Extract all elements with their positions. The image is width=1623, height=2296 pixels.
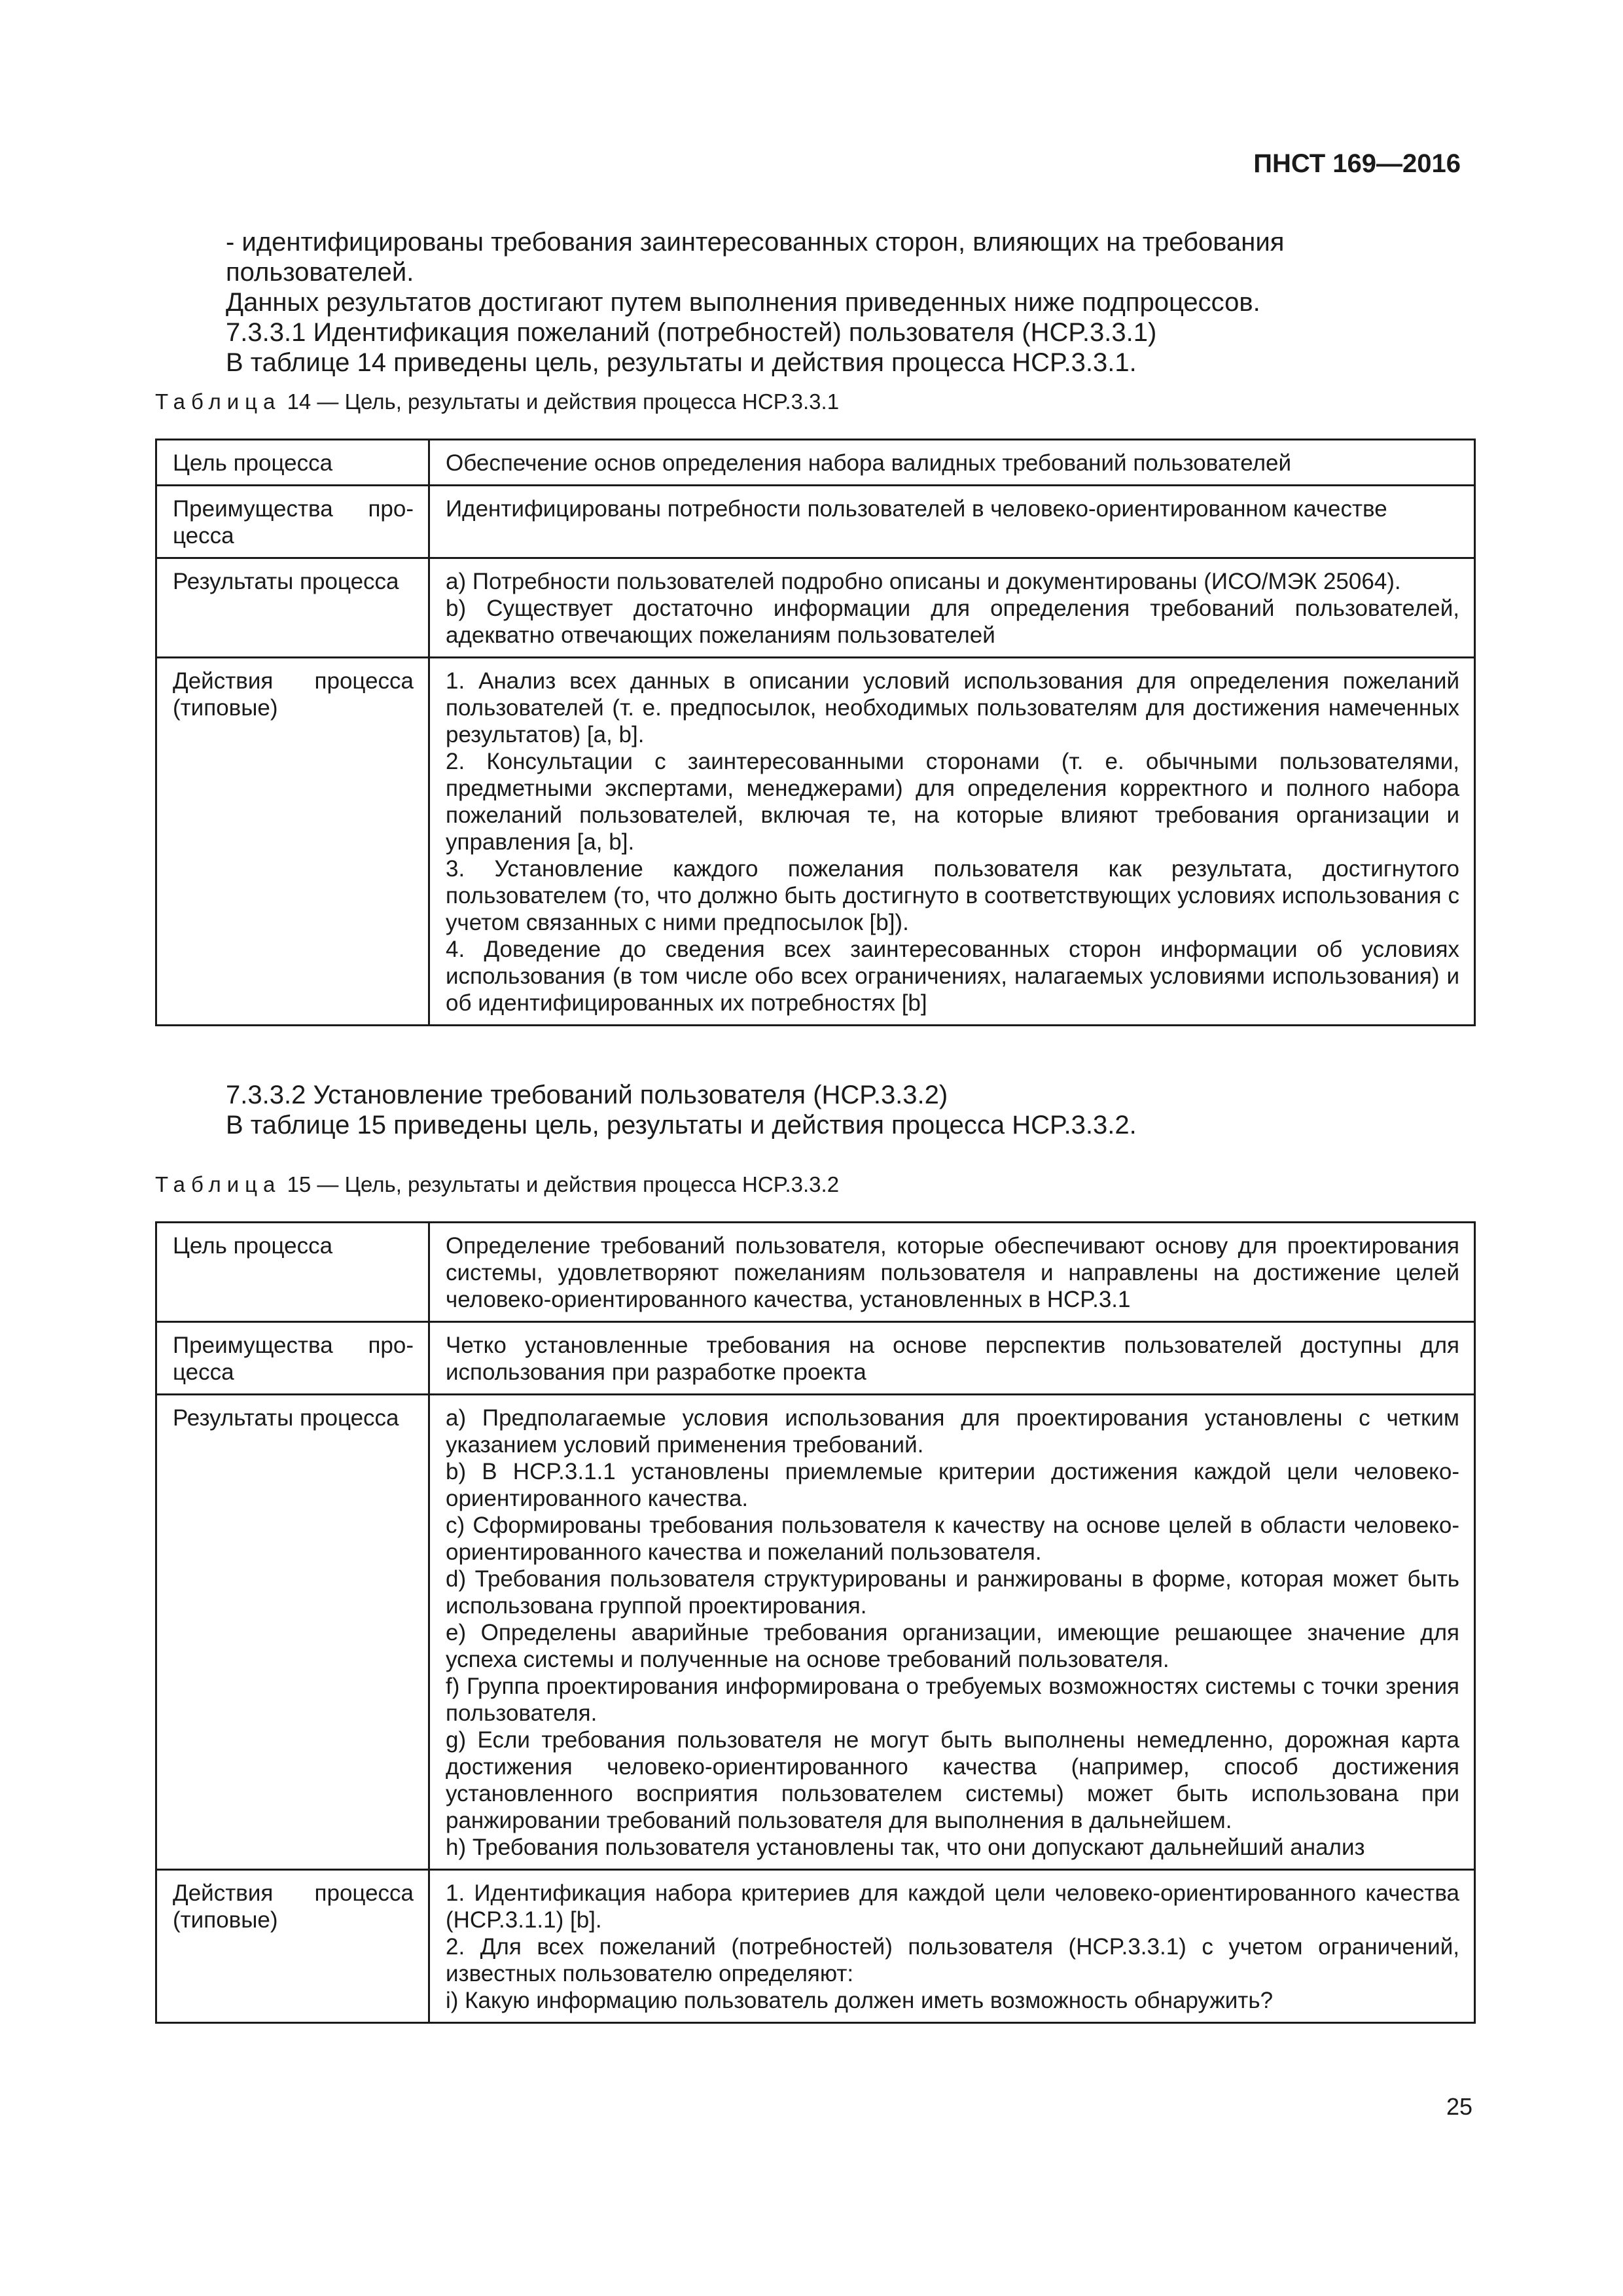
- label-part: (типовые): [173, 1907, 278, 1933]
- cell-line: i) Какую информацию пользователь должен иметь возможность обнаружить?: [446, 1988, 1274, 2013]
- label-part: Преимущества: [173, 496, 333, 522]
- row-label: Результаты процесса: [156, 558, 429, 658]
- intro-line: В таблице 14 приведены цель, результаты и действия процесса HCP.3.3.1.: [226, 348, 1137, 377]
- table-row: [156, 658, 1475, 1026]
- cell-line: c) Сформированы требования пользователя к качеству на основе целей в области человеко-ориентированного качества и пожеланий пользователя.: [446, 1513, 1459, 1565]
- table-row: [156, 440, 1475, 486]
- row-label: Цель процесса: [156, 440, 429, 486]
- label-part: Действия: [173, 668, 274, 694]
- row-label: [156, 658, 429, 1026]
- caption-prefix: Таблица: [155, 1172, 281, 1196]
- row-content: [429, 1870, 1475, 2023]
- cell-line: 1. Анализ всех данных в описании условий использования для определения пожеланий пользователей (т. е. предпосылок, необходимых пользователям для достижения намеченных результатов) [a, b].: [446, 668, 1459, 747]
- cell-line: 3. Установление каждого пожелания пользователя как результата, достигнутого пользователем (то, что должно быть достигнуто в соответствующих условиях использования с учетом связанных с ними предпосылок [b]).: [446, 856, 1459, 935]
- table-row: [156, 1223, 1475, 1322]
- section-heading: 7.3.3.2 Установление требований пользователя (HCP.3.3.2): [226, 1081, 948, 1109]
- row-content: [429, 658, 1475, 1026]
- cell-line: h) Требования пользователя установлены так, что они допускают дальнейший анализ: [446, 1835, 1365, 1860]
- caption-text: 15 — Цель, результаты и действия процесса HCP.3.3.2: [287, 1172, 840, 1196]
- label-part: Действия: [173, 1880, 274, 1906]
- table-row: [156, 1395, 1475, 1870]
- table-row: [156, 486, 1475, 558]
- row-label: [156, 1870, 429, 2023]
- label-part: цесса: [173, 1359, 234, 1385]
- intro-line: В таблице 15 приведены цель, результаты и действия процесса HCP.3.3.2.: [226, 1111, 1137, 1139]
- middle-text: [226, 1080, 1469, 1140]
- cell-line: a) Предполагаемые условия использования для проектирования установлены с четким указанием условий применения требований.: [446, 1405, 1459, 1458]
- intro-text: [226, 227, 1469, 378]
- table-15-caption: [155, 1172, 839, 1197]
- cell-line: b) Существует достаточно информации для определения требований пользователей, адекватно отвечающих пожеланиям пользователей: [446, 596, 1459, 648]
- section-heading: 7.3.3.1 Идентификация пожеланий (потребностей) пользователя (HCP.3.3.1): [226, 318, 1157, 347]
- table-15: [155, 1221, 1476, 2024]
- label-part: про-: [368, 496, 414, 522]
- row-content: [429, 558, 1475, 658]
- cell-line: 1. Идентификация набора критериев для каждой цели человеко-ориентированного качества (HCP.3.1.1) [b].: [446, 1880, 1459, 1933]
- cell-line: Определение требований пользователя, которые обеспечивают основу для проектирования системы, удовлетворяют пожеланиям пользователя и направлены на достижение целей человеко-ориентированного качества, установленных в HCP.3.1: [446, 1233, 1459, 1312]
- cell-line: a) Потребности пользователей подробно описаны и документированы (ИСО/МЭК 25064).: [446, 569, 1401, 594]
- label-part: Преимущества: [173, 1333, 333, 1358]
- cell-line: Четко установленные требования на основе перспектив пользователей доступны для использования при разработке проекта: [446, 1333, 1459, 1385]
- table-14: [155, 439, 1476, 1026]
- table-row: [156, 558, 1475, 658]
- row-content: [429, 1322, 1475, 1395]
- label-part: цесса: [173, 523, 234, 548]
- row-content: [429, 1395, 1475, 1870]
- cell-line: e) Определены аварийные требования организации, имеющие решающее значение для успеха системы и полученные на основе требований пользователя.: [446, 1620, 1459, 1672]
- caption-text: 14 — Цель, результаты и действия процесса HCP.3.3.1: [287, 389, 840, 414]
- label-part: про-: [368, 1333, 414, 1358]
- row-content: [429, 486, 1475, 558]
- row-label: Цель процесса: [156, 1223, 429, 1322]
- cell-line: 2. Консультации с заинтересованными сторонами (т. е. обычными пользователями, предметными экспертами, менеджерами) для определения корректного и полного набора пожеланий пользователей, включая те, на которые влияют требования организации и управления [a, b].: [446, 749, 1459, 855]
- cell-line: 2. Для всех пожеланий (потребностей) пользователя (HCP.3.3.1) с учетом ограничений, известных пользователю определяют:: [446, 1934, 1459, 1986]
- row-content: [429, 1223, 1475, 1322]
- row-label: Результаты процесса: [156, 1395, 429, 1870]
- cell-line: g) Если требования пользователя не могут быть выполнены немедленно, дорожная карта достижения человеко-ориентированного качества (например, способ достижения установленного восприятия пользователем системы) может быть использована при ранжировании требований пользователя для выполнения в дальнейшем.: [446, 1727, 1459, 1833]
- row-content: [429, 440, 1475, 486]
- intro-line: Данных результатов достигают путем выполнения приведенных ниже подпроцессов.: [226, 288, 1260, 317]
- cell-line: 4. Доведение до сведения всех заинтересованных сторон информации об условиях использования (в том числе обо всех ограничениях, налагаемых условиями использования) и об идентифицированных их потребностях [b]: [446, 937, 1459, 1016]
- cell-line: d) Требования пользователя структурированы и ранжированы в форме, которая может быть использована группой проектирования.: [446, 1566, 1459, 1619]
- table-14-caption: [155, 389, 839, 414]
- row-label: [156, 1322, 429, 1395]
- table-row: [156, 1870, 1475, 2023]
- table-row: [156, 1322, 1475, 1395]
- intro-line: - идентифицированы требования заинтересованных сторон, влияющих на требования пользователей.: [226, 228, 1285, 287]
- document-id: ПНСТ 169—2016: [1253, 149, 1461, 178]
- cell-line: Идентифицированы потребности пользователей в человеко-ориентированном качестве: [446, 496, 1387, 522]
- cell-line: f) Группа проектирования информирована о требуемых возможностях системы с точки зрения пользователя.: [446, 1674, 1459, 1726]
- label-part: (типовые): [173, 695, 278, 721]
- cell-line: b) В HCP.3.1.1 установлены приемлемые критерии достижения каждой цели человеко-ориентированного качества.: [446, 1459, 1459, 1511]
- label-part: процесса: [314, 668, 414, 694]
- row-label: [156, 486, 429, 558]
- label-part: процесса: [314, 1880, 414, 1906]
- cell-line: Обеспечение основ определения набора валидных требований пользователей: [446, 450, 1292, 476]
- caption-prefix: Таблица: [155, 389, 281, 414]
- page-number: 25: [1446, 2093, 1473, 2120]
